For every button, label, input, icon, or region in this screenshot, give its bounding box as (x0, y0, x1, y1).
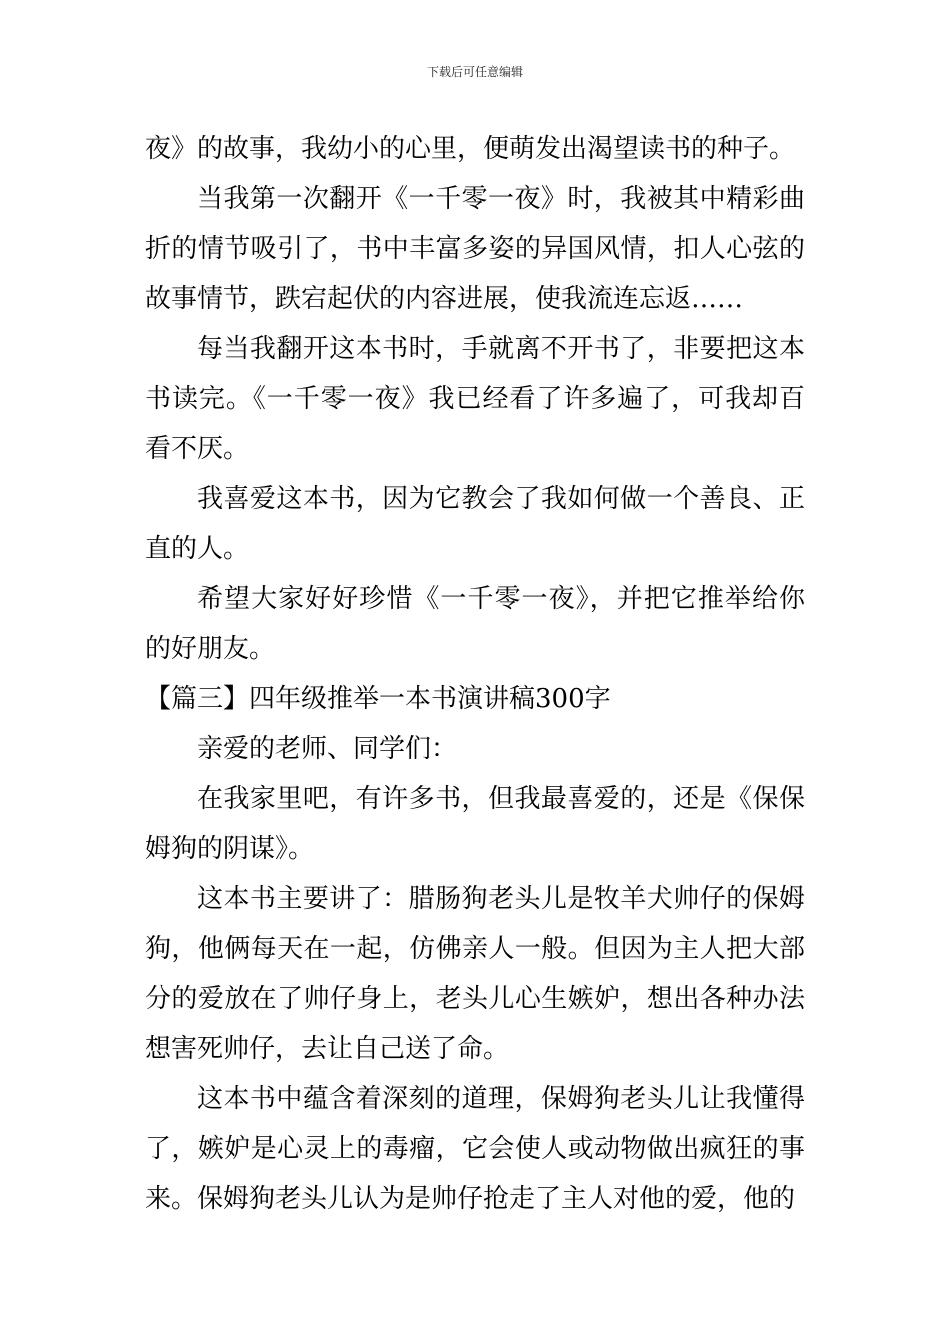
paragraph-4: 我喜爱这本书，因为它教会了我如何做一个善良、正直的人。 (145, 484, 805, 564)
document-body (145, 124, 805, 1224)
paragraph-8: 这本书中蕴含着深刻的道理，保姆狗老头儿让我懂得了，嫉妒是心灵上的毒瘤，它会使人或动物做出疯狂的事来。保姆狗老头儿认为是帅仔抢走了主人对他的爱，他的 (145, 1084, 805, 1214)
paragraph-1: 夜》的故事，我幼小的心里，便萌发出渴望读书的种子。 (145, 134, 796, 164)
paragraph-6: 在我家里吧，有许多书，但我最喜爱的，还是《保保姆狗的阴谋》。 (145, 784, 805, 864)
page-header: 下载后可任意编辑 (426, 65, 523, 79)
paragraph-2: 当我第一次翻开《一千零一夜》时，我被其中精彩曲折的情节吸引了，书中丰富多姿的异国风情，扣人心弦的故事情节，跌宕起伏的内容进展，使我流连忘返…… (145, 184, 805, 314)
paragraph-7: 这本书主要讲了：腊肠狗老头儿是牧羊犬帅仔的保姆狗，他俩每天在一起，仿佛亲人一般。但因为主人把大部分的爱放在了帅仔身上，老头儿心生嫉妒，想出各种办法想害死帅仔，去让自己送了命。 (145, 884, 805, 1064)
paragraph-3: 每当我翻开这本书时，手就离不开书了，非要把这本书读完。《一千零一夜》我已经看了许多遍了，可我却百看不厌。 (145, 334, 805, 464)
section-heading: 【篇三】四年级推举一本书演讲稿300字 (145, 684, 611, 714)
paragraph-5: 希望大家好好珍惜《一千零一夜》，并把它推举给你的好朋友。 (145, 584, 805, 664)
salutation: 亲爱的老师、同学们： (197, 734, 458, 764)
